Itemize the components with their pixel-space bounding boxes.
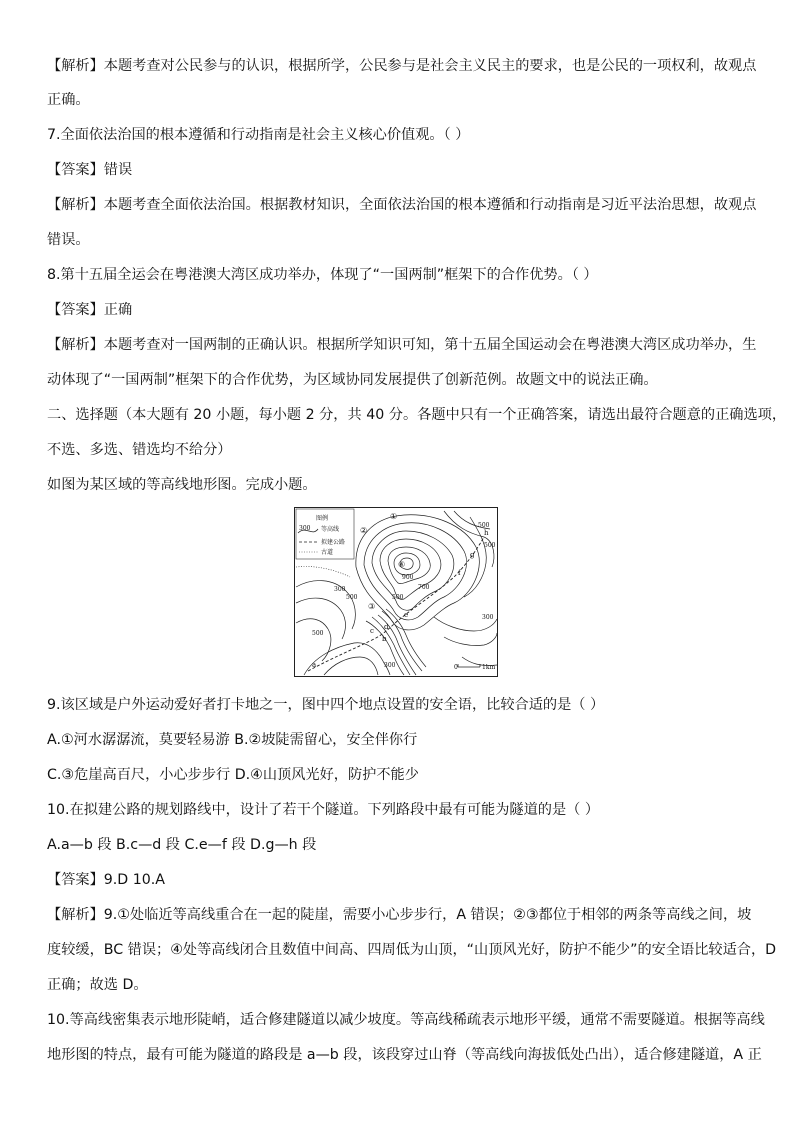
- contour-label: 500: [478, 522, 490, 529]
- analysis-line: 地形图的特点，最有可能为隧道的路段是 a—b 段，该段穿过山脊（等高线向海拔低处凸出），适合修建隧道，A 正: [47, 1047, 762, 1063]
- question-9-options-cd: C.③危崖高百尺，小心步步行 D.④山顶风光好，防护不能少: [47, 767, 419, 783]
- road-point-c: c: [370, 627, 374, 635]
- road-point-a: a: [312, 661, 317, 669]
- analysis-line: 【解析】本题考查全面依法治国。根据教材知识，全面依法治国的根本遵循和行动指南是习近平法治思想，故观点: [47, 197, 757, 213]
- analysis-line: 【解析】9.①处临近等高线重合在一起的陡崖，需要小心步步行，A 错误；②③都位于相邻的两条等高线之间，坡: [47, 907, 752, 923]
- road-point-h: h: [484, 529, 489, 537]
- contour-label: 500: [484, 542, 496, 549]
- road-point-e: e: [404, 611, 409, 619]
- analysis-line: 【解析】本题考查对一国两制的正确认识。根据所学知识可知，第十五届全国运动会在粤港澳大湾区成功举办，生: [47, 337, 757, 353]
- scale-unit: 1km: [482, 664, 496, 671]
- legend-title: 图例: [316, 515, 329, 522]
- question-10-options: A.a—b 段 B.c—d 段 C.e—f 段 D.g—h 段: [47, 837, 317, 853]
- road-point-g: g: [470, 551, 475, 559]
- analysis-line: 正确；故选 D。: [47, 977, 148, 993]
- question-10: 10.在拟建公路的规划路线中，设计了若干个隧道。下列路段中最有可能为隧道的是（ ）: [47, 802, 600, 818]
- question-7: 7.全面依法治国的根本遵循和行动指南是社会主义核心价值观。（ ）: [47, 127, 470, 143]
- road-point-f: f: [458, 569, 461, 577]
- answer-9-10: 【答案】9.D 10.A: [47, 872, 165, 888]
- contour-label: 500: [346, 594, 358, 601]
- contour-label: 900: [402, 574, 414, 581]
- contour-label: 300: [334, 586, 346, 593]
- analysis-line: 正确。: [47, 92, 90, 108]
- place-marker-4: ④: [398, 560, 406, 569]
- legend-value: 300: [299, 525, 311, 532]
- analysis-line: 10.等高线密集表示地形陡峭，适合修建隧道以减少坡度。等高线稀疏表示地形平缓，通常不需要隧道。根据等高线: [47, 1012, 765, 1028]
- question-8: 8.第十五届全运会在粤港澳大湾区成功举办，体现了“一国两制”框架下的合作优势。（ ）: [47, 267, 598, 283]
- contour-label: 300: [384, 662, 396, 669]
- place-marker-2: ②: [360, 526, 368, 535]
- answer-7: 【答案】错误: [47, 162, 133, 178]
- contour-map: [294, 507, 498, 677]
- map-intro: 如图为某区域的等高线地形图。完成小题。: [47, 477, 317, 493]
- section-heading: 二、选择题（本大题有 20 小题，每小题 2 分，共 40 分。各题中只有一个正确答案，请选出最符合题意的正确选项，: [47, 407, 787, 423]
- scale-zero: 0: [454, 664, 458, 671]
- contour-label: 500: [312, 630, 324, 637]
- analysis-line: 度较缓，BC 错误；④处等高线闭合且数值中间高、四周低为山顶，“山顶风光好，防护不能少”的安全语比较适合，D: [47, 942, 777, 958]
- legend-river: 古道: [321, 549, 334, 556]
- answer-8: 【答案】正确: [47, 302, 133, 318]
- question-9: 9.该区域是户外运动爱好者打卡地之一，图中四个地点设置的安全语，比较合适的是（ ）: [47, 697, 605, 713]
- legend-road: 拟建公路: [321, 539, 346, 546]
- section-heading-cont: 不选、多选、错选均不给分）: [47, 442, 232, 458]
- question-9-options-ab: A.①河水潺潺流，莫要轻易游 B.②坡陡需留心，安全伴你行: [47, 732, 418, 748]
- road-point-b: b: [382, 635, 387, 643]
- contour-label: 700: [418, 584, 430, 591]
- legend-contour: 等高线: [321, 526, 340, 533]
- place-marker-1: ①: [390, 512, 398, 521]
- contour-label: 500: [392, 594, 404, 601]
- analysis-line: 错误。: [47, 232, 90, 248]
- contour-label: 300: [482, 614, 494, 621]
- place-marker-3: ③: [368, 602, 376, 611]
- road-point-d: d: [384, 623, 389, 631]
- analysis-line: 【解析】本题考查对公民参与的认识，根据所学，公民参与是社会主义民主的要求，也是公民的一项权利，故观点: [47, 58, 757, 74]
- analysis-line: 动体现了“一国两制”框架下的合作优势，为区域协同发展提供了创新范例。故题文中的说法正确。: [47, 372, 658, 388]
